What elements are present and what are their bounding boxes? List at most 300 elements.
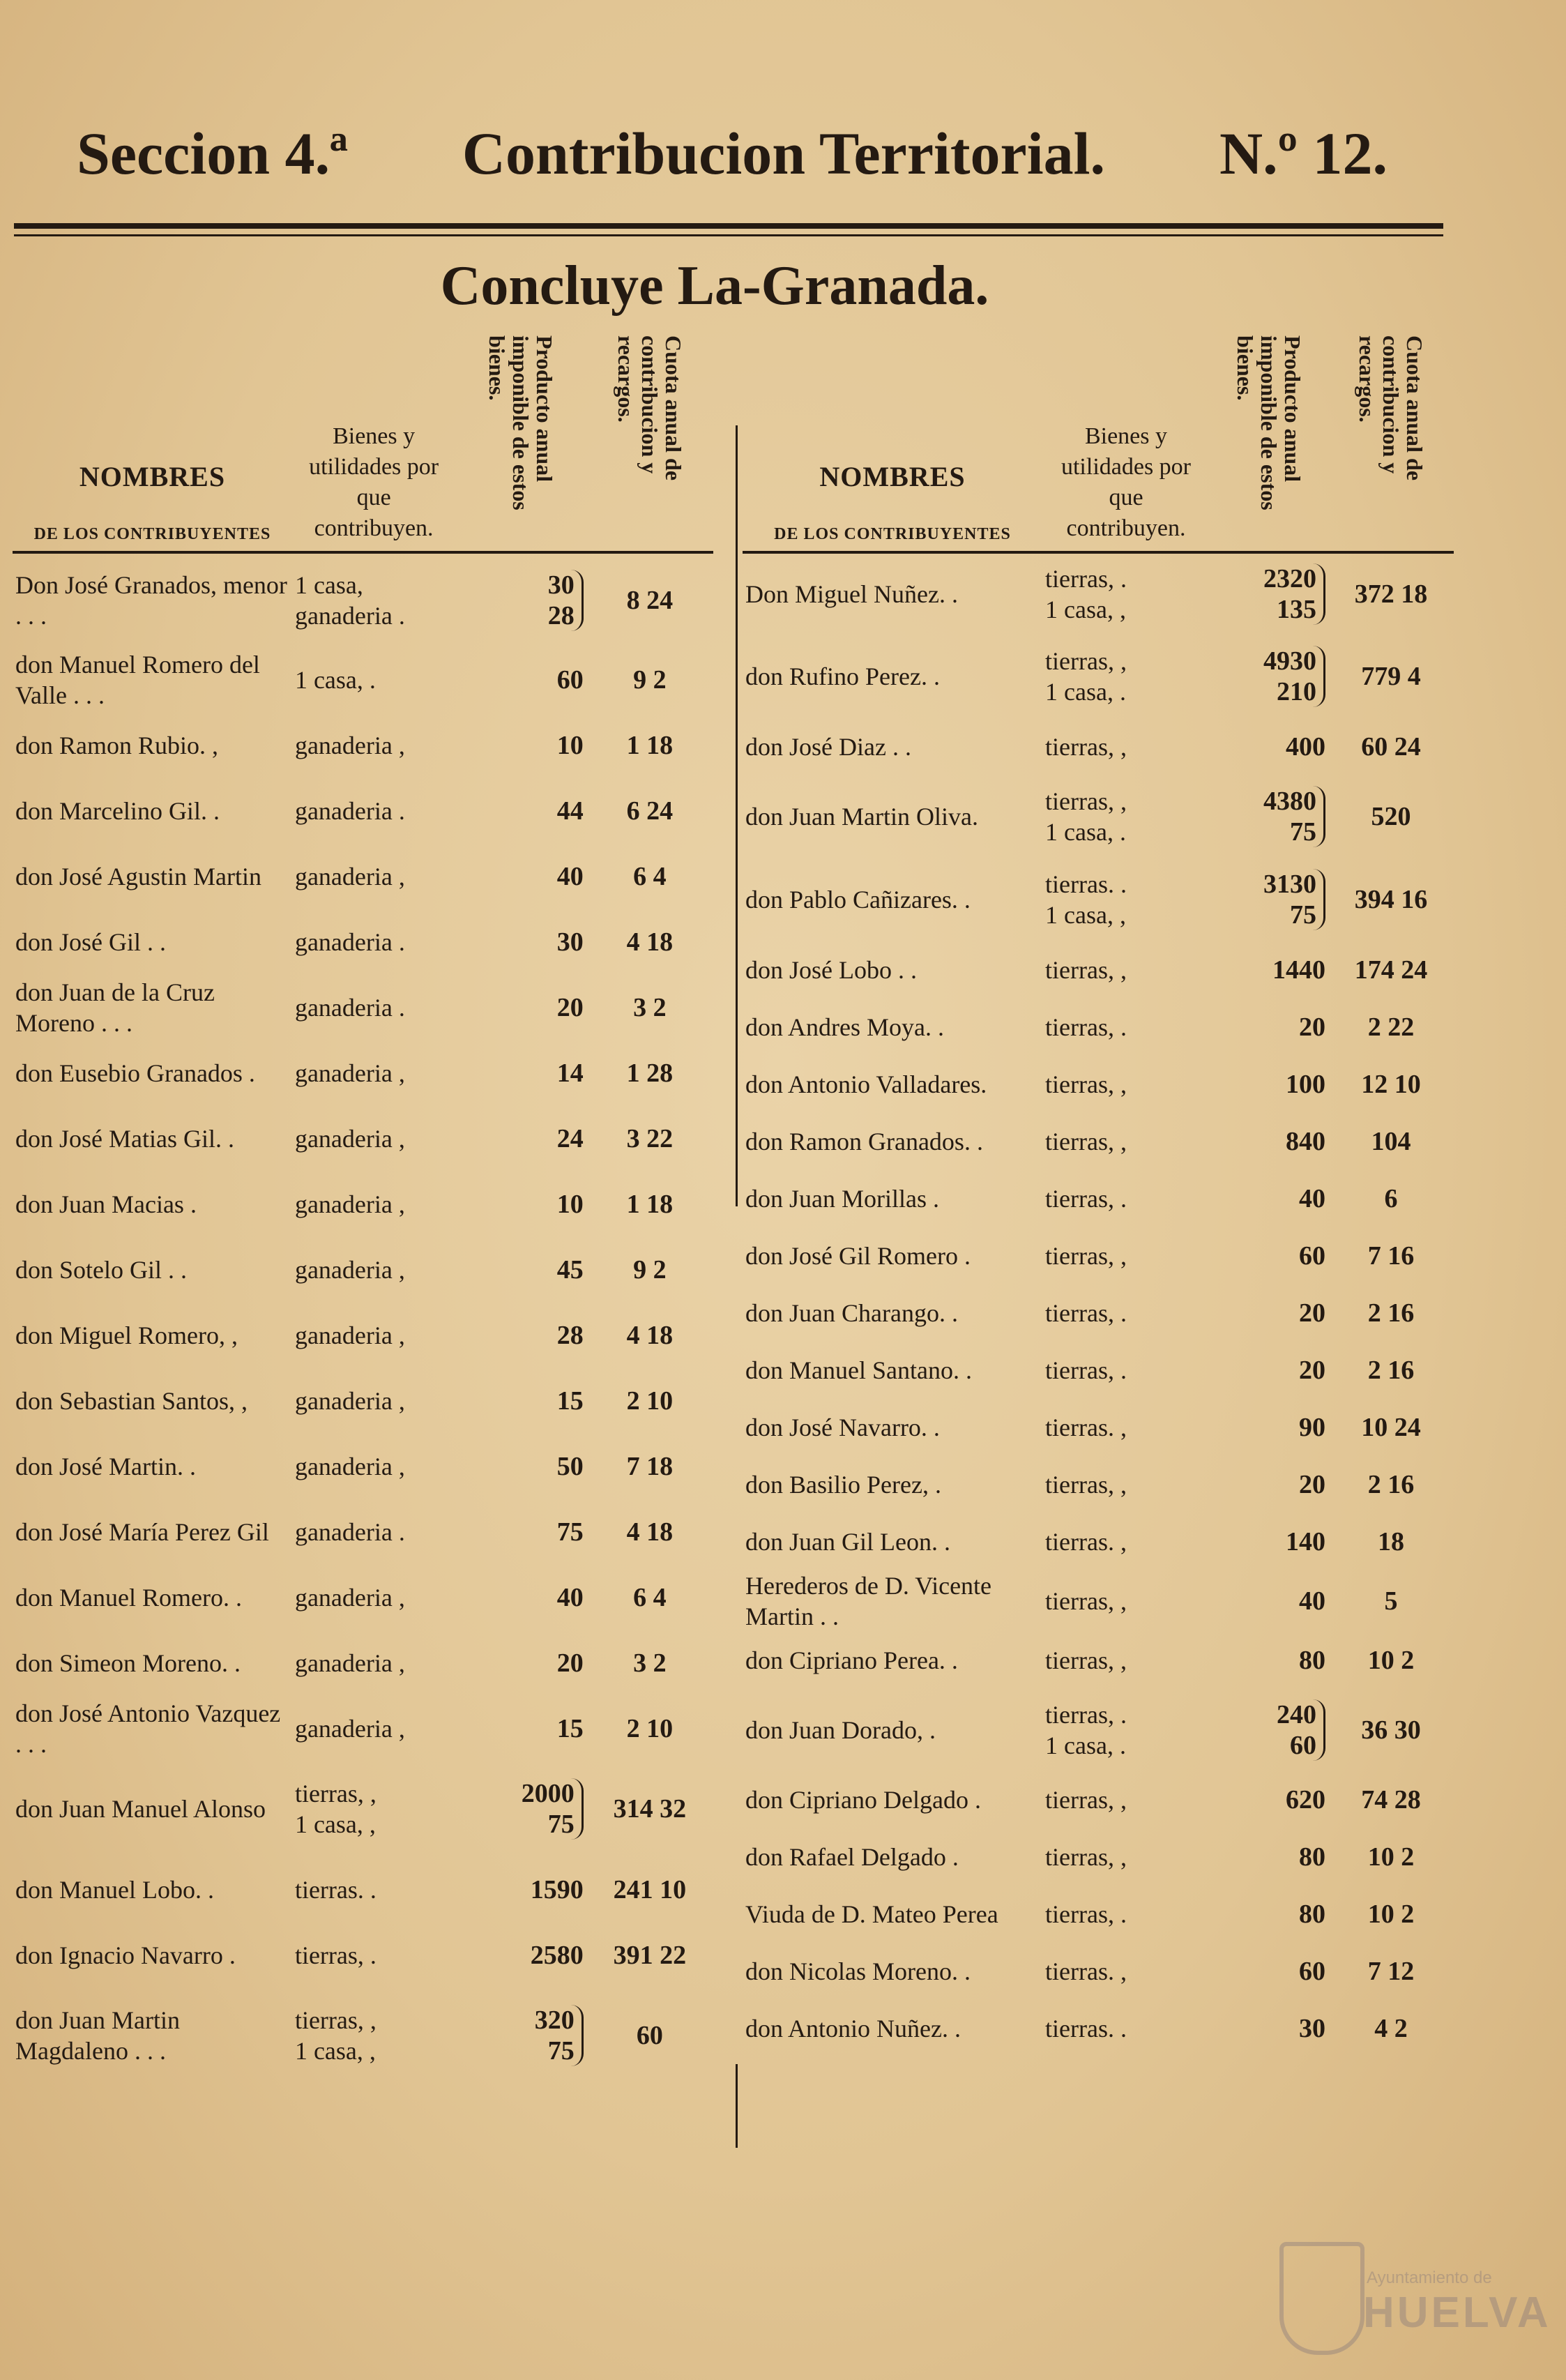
table-row [743, 1689, 1454, 1772]
header-rule [14, 223, 1443, 229]
table-row [13, 1696, 713, 1761]
table-row [743, 1943, 1454, 2000]
annual-quota: 60 [636, 2020, 663, 2050]
goods-line: 1 casa, , [294, 1810, 376, 1839]
goods-line: ganaderia . [294, 602, 405, 630]
taxable-product [1210, 1456, 1328, 1513]
taxpayer-goods [292, 1368, 455, 1434]
taxpayer-name: don Rafael Delgado . [745, 1843, 959, 1872]
taxpayer-name: don José Diaz . . [745, 732, 911, 761]
taxpayer-name: don Juan Martin Oliva. [745, 803, 978, 831]
taxable-product [455, 1696, 586, 1761]
taxpayer-table-left [13, 335, 713, 2083]
taxpayer-goods [1042, 1056, 1210, 1113]
table-row [743, 635, 1454, 718]
goods-line: tierras. , [1045, 1957, 1127, 1986]
taxable-product [1210, 941, 1328, 999]
taxpayer-name: don José Agustin Martin [15, 863, 262, 891]
taxpayer-name: don Antonio Valladares. [745, 1070, 987, 1098]
table-row [13, 1857, 713, 1923]
taxpayer-goods [292, 778, 455, 844]
annual-quota: 372 18 [1354, 579, 1428, 609]
annual-quota: 4 2 [1374, 2014, 1408, 2044]
taxpayer-goods [292, 1237, 455, 1303]
taxpayer-name: don José Navarro. . [745, 1413, 940, 1441]
watermark-line2: HUELVA [1363, 2289, 1551, 2337]
taxable-product [455, 713, 586, 778]
table-row [13, 647, 713, 713]
product-value: 40 [556, 1583, 584, 1613]
product-value: 620 [1286, 1785, 1325, 1815]
annual-quota: 4 18 [626, 927, 674, 957]
annual-quota: 10 24 [1361, 1412, 1421, 1442]
section-label: Seccion 4.ª [77, 120, 348, 187]
product-value: 2000 [521, 1779, 575, 1809]
taxpayer-name: don Ramon Granados. . [745, 1127, 983, 1155]
taxpayer-name: don Juan Martin Magdaleno . . . [15, 2006, 180, 2065]
taxable-product [1210, 1771, 1328, 1828]
taxpayer-name: don Ramon Rubio. , [15, 732, 219, 760]
taxable-product [1210, 1943, 1328, 2000]
goods-line: tierras, , [294, 2006, 377, 2034]
taxpayer-goods [292, 1761, 455, 1856]
taxpayer-name: don José Lobo . . [745, 955, 917, 984]
product-value: 24 [556, 1124, 584, 1154]
taxpayer-name: don Manuel Lobo. . [15, 1875, 214, 1904]
goods-line: ganaderia . [294, 1518, 405, 1547]
taxpayer-goods [1042, 1570, 1210, 1632]
goods-line: ganaderia , [294, 863, 405, 891]
taxable-product [455, 975, 586, 1040]
taxpayer-goods [292, 1988, 455, 2083]
goods-line: tierras, , [1045, 1586, 1127, 1615]
goods-line: 1 casa, . [1045, 678, 1126, 706]
taxable-product [1210, 1886, 1328, 1943]
goods-line: tierras, . [1045, 1356, 1127, 1384]
table-body-right [743, 552, 1454, 2057]
taxpayer-name: don Juan Dorado, . [745, 1716, 936, 1744]
table-row [13, 1237, 713, 1303]
taxable-product [455, 1761, 586, 1856]
annual-quota: 2 10 [626, 1386, 674, 1416]
taxable-product [1210, 858, 1328, 941]
taxable-product [1210, 1399, 1328, 1456]
product-value: 28 [547, 601, 575, 631]
taxpayer-goods [1042, 1632, 1210, 1689]
taxpayer-goods [292, 1923, 455, 1988]
goods-line: tierras, . [1045, 1298, 1127, 1327]
header-bienes: Bienes y utilidades por que contribuyen. [1042, 335, 1210, 552]
goods-line: tierras, , [1045, 787, 1127, 816]
goods-line: tierras, . [1045, 1900, 1127, 1929]
crest-icon [1279, 2242, 1364, 2355]
page-number: N.º 12. [1219, 120, 1388, 187]
goods-line: tierras, , [1045, 1127, 1127, 1155]
table-row [13, 713, 713, 778]
goods-line: tierras, . [1045, 1184, 1127, 1213]
column-divider [736, 425, 738, 1206]
table-row [743, 775, 1454, 858]
taxpayer-name: don José Matias Gil. . [15, 1125, 234, 1153]
annual-quota: 6 4 [633, 862, 667, 892]
taxable-product [455, 647, 586, 713]
taxpayer-goods [292, 844, 455, 909]
annual-quota: 12 10 [1361, 1069, 1421, 1099]
table-row [743, 1632, 1454, 1689]
goods-line: ganaderia , [294, 1321, 405, 1350]
column-divider-bottom [736, 2064, 738, 2148]
product-value: 50 [556, 1452, 584, 1482]
taxpayer-name: don Pablo Cañizares. . [745, 886, 971, 914]
goods-line: ganaderia , [294, 1715, 405, 1743]
product-value: 80 [1299, 1900, 1325, 1930]
taxable-product [455, 1237, 586, 1303]
annual-quota: 7 18 [626, 1452, 674, 1482]
taxable-product [455, 1857, 586, 1923]
taxpayer-name: Don José Granados, menor . . . [15, 571, 287, 630]
taxpayer-goods [292, 1106, 455, 1172]
goods-line: ganaderia . [294, 994, 405, 1022]
annual-quota: 9 2 [633, 1255, 667, 1285]
taxable-product [455, 1040, 586, 1106]
header-producto: Producto anual imponible de estos bienes. [1210, 335, 1328, 552]
annual-quota: 10 2 [1367, 1900, 1415, 1930]
taxpayer-goods [1042, 1227, 1210, 1284]
taxpayer-goods [1042, 1828, 1210, 1886]
product-value: 45 [556, 1255, 584, 1285]
annual-quota: 6 [1384, 1183, 1398, 1213]
taxpayer-name: don Juan Gil Leon. . [745, 1527, 950, 1556]
table-row [13, 909, 713, 975]
taxpayer-goods [1042, 2000, 1210, 2057]
goods-line: tierras, , [294, 1780, 377, 1808]
taxpayer-goods [292, 1172, 455, 1237]
table-header-row [743, 335, 1454, 552]
taxpayer-name: don Juan de la Cruz Moreno . . . [15, 978, 215, 1038]
goods-line: tierras, , [1045, 1646, 1127, 1674]
taxable-product [1210, 1056, 1328, 1113]
taxpayer-name: don Sotelo Gil . . [15, 1256, 188, 1284]
product-value: 60 [1299, 1957, 1325, 1987]
annual-quota: 314 32 [613, 1794, 687, 1824]
annual-quota: 2 16 [1367, 1469, 1415, 1499]
product-value: 210 [1277, 677, 1316, 707]
table-row [743, 1828, 1454, 1886]
taxpayer-name: don Eusebio Granados . [15, 1059, 255, 1088]
taxpayer-name: don Simeon Moreno. . [15, 1649, 241, 1678]
annual-quota: 391 22 [613, 1940, 687, 1970]
taxpayer-name: don José Martin. . [15, 1453, 196, 1481]
taxpayer-name: don Juan Charango. . [745, 1298, 958, 1327]
goods-line: tierras, , [1045, 1786, 1127, 1814]
taxable-product [1210, 1513, 1328, 1570]
annual-quota: 36 30 [1361, 1715, 1421, 1745]
table-row [743, 941, 1454, 999]
table-row [743, 1570, 1454, 1632]
annual-quota: 1 18 [626, 1190, 674, 1220]
table-row [13, 552, 713, 647]
annual-quota: 2 16 [1367, 1298, 1415, 1328]
header-names: NOMBRES DE LOS CONTRIBUYENTES [13, 335, 292, 552]
taxable-product [455, 1499, 586, 1565]
goods-line: tierras, , [1045, 1470, 1127, 1499]
goods-line: ganaderia , [294, 1256, 405, 1284]
annual-quota: 7 16 [1367, 1241, 1415, 1271]
header-producto: Producto anual imponible de estos bienes. [455, 335, 586, 552]
table-row [13, 975, 713, 1040]
goods-line: ganaderia , [294, 732, 405, 760]
product-value: 100 [1286, 1069, 1325, 1099]
goods-line: 1 casa, , [1045, 596, 1126, 624]
watermark-line1: Ayuntamiento de [1367, 2268, 1492, 2287]
taxpayer-name: don Juan Morillas . [745, 1184, 939, 1213]
taxpayer-goods [292, 552, 455, 647]
annual-quota: 4 18 [626, 1517, 674, 1547]
goods-line: ganaderia . [294, 928, 405, 957]
annual-quota: 394 16 [1354, 885, 1428, 915]
taxpayer-goods [292, 975, 455, 1040]
goods-line: ganaderia , [294, 1584, 405, 1612]
goods-line: tierras, . [1045, 1701, 1127, 1729]
product-value: 240 [1277, 1700, 1316, 1729]
taxpayer-goods [1042, 1342, 1210, 1399]
table-row [13, 1761, 713, 1856]
product-value: 840 [1286, 1126, 1325, 1156]
taxpayer-goods [1042, 1943, 1210, 2000]
product-value: 60 [1290, 1731, 1316, 1760]
annual-quota: 4 18 [626, 1321, 674, 1351]
table-row [743, 1399, 1454, 1456]
product-value: 1440 [1272, 955, 1325, 985]
annual-quota: 104 [1371, 1126, 1411, 1156]
goods-line: ganaderia , [294, 1190, 405, 1219]
taxpayer-name: don Nicolas Moreno. . [745, 1957, 971, 1986]
taxable-product [1210, 775, 1328, 858]
table-row [743, 858, 1454, 941]
table-row [13, 1630, 713, 1696]
product-value: 320 [534, 2005, 575, 2035]
taxpayer-goods [1042, 1456, 1210, 1513]
goods-line: tierras. , [1045, 1413, 1127, 1441]
taxpayer-goods [1042, 718, 1210, 775]
product-value: 140 [1286, 1526, 1325, 1556]
taxpayer-name: Herederos de D. Vicente Martin . . [745, 1571, 992, 1630]
taxpayer-goods [292, 713, 455, 778]
taxable-product [1210, 1342, 1328, 1399]
goods-line: tierras, , [1045, 1843, 1127, 1872]
table-row [13, 1303, 713, 1368]
header-names: NOMBRES DE LOS CONTRIBUYENTES [743, 335, 1042, 552]
taxable-product [1210, 1689, 1328, 1772]
goods-line: 1 casa, . [1045, 818, 1126, 847]
table-row [743, 1886, 1454, 1943]
product-value: 10 [556, 1190, 584, 1220]
product-value: 14 [556, 1059, 584, 1089]
goods-line: ganaderia , [294, 1649, 405, 1678]
taxpayer-name: don Sebastian Santos, , [15, 1387, 248, 1416]
taxable-product [455, 1434, 586, 1499]
taxable-product [1210, 718, 1328, 775]
table-row [13, 1988, 713, 2083]
product-value: 20 [1299, 1355, 1325, 1385]
product-value: 28 [556, 1321, 584, 1351]
goods-line: tierras. . [294, 1875, 377, 1904]
annual-quota: 3 22 [626, 1124, 674, 1154]
taxable-product [1210, 635, 1328, 718]
goods-line: ganaderia , [294, 1453, 405, 1481]
product-value: 30 [1299, 2014, 1325, 2044]
taxable-product [455, 1565, 586, 1630]
annual-quota: 10 2 [1367, 1645, 1415, 1675]
annual-quota: 520 [1371, 802, 1411, 832]
product-value: 75 [556, 1517, 584, 1547]
product-value: 40 [1299, 1183, 1325, 1213]
product-value: 75 [1290, 900, 1316, 930]
goods-line: tierras, , [1045, 647, 1127, 676]
product-value: 135 [1277, 595, 1316, 625]
archive-watermark [1279, 2242, 1551, 2360]
annual-quota: 3 2 [633, 993, 667, 1023]
taxpayer-goods [1042, 1284, 1210, 1342]
table-row [13, 1368, 713, 1434]
table-row [743, 1113, 1454, 1170]
annual-quota: 60 24 [1361, 732, 1421, 761]
page-title: Contribucion Territorial. [462, 120, 1105, 187]
goods-line: 1 casa, , [1045, 901, 1126, 930]
header-bienes: Bienes y utilidades por que contribuyen. [292, 335, 455, 552]
annual-quota: 74 28 [1361, 1785, 1421, 1815]
taxpayer-goods [1042, 1886, 1210, 1943]
product-value: 15 [556, 1714, 584, 1744]
annual-quota: 7 12 [1367, 1957, 1415, 1987]
product-value: 75 [547, 2036, 575, 2066]
taxable-product [455, 1630, 586, 1696]
product-value: 20 [1299, 1469, 1325, 1499]
taxpayer-name: don Marcelino Gil. . [15, 797, 220, 826]
goods-line: 1 casa, [294, 571, 363, 600]
product-value: 20 [556, 993, 584, 1023]
taxpayer-name: don Ignacio Navarro . [15, 1941, 236, 1969]
table-row [13, 1499, 713, 1565]
goods-line: ganaderia , [294, 1125, 405, 1153]
table-row [743, 1170, 1454, 1227]
table-row [13, 778, 713, 844]
table-row [743, 552, 1454, 635]
product-value: 40 [1299, 1586, 1325, 1616]
annual-quota: 8 24 [626, 586, 674, 616]
taxpayer-table-right [743, 335, 1454, 2057]
product-value: 44 [556, 796, 584, 826]
taxable-product [455, 1988, 586, 2083]
taxable-product [455, 778, 586, 844]
table-row [13, 1923, 713, 1988]
table-row [13, 844, 713, 909]
taxpayer-goods [1042, 1113, 1210, 1170]
product-value: 30 [556, 927, 584, 957]
taxpayer-goods [1042, 635, 1210, 718]
taxable-product [1210, 2000, 1328, 2057]
taxpayer-name: don José María Perez Gil [15, 1518, 269, 1547]
taxpayer-goods [1042, 552, 1210, 635]
table-row [743, 999, 1454, 1056]
taxpayer-name: Viuda de D. Mateo Perea [745, 1900, 998, 1929]
annual-quota: 18 [1378, 1526, 1404, 1556]
taxpayer-goods [1042, 941, 1210, 999]
annual-quota: 5 [1384, 1586, 1398, 1616]
goods-line: 1 casa, , [294, 2036, 376, 2065]
taxpayer-name: don Cipriano Perea. . [745, 1646, 958, 1674]
annual-quota: 6 4 [633, 1583, 667, 1613]
taxpayer-goods [292, 909, 455, 975]
goods-line: ganaderia , [294, 1387, 405, 1416]
taxpayer-name: don Manuel Romero. . [15, 1584, 242, 1612]
taxable-product [455, 1303, 586, 1368]
goods-line: tierras, , [1045, 955, 1127, 984]
taxpayer-name: don Juan Manuel Alonso [15, 1795, 266, 1824]
table-body-left [13, 552, 713, 2083]
table-row [13, 1172, 713, 1237]
taxpayer-goods [1042, 1399, 1210, 1456]
taxable-product [1210, 1284, 1328, 1342]
goods-line: tierras, , [1045, 732, 1127, 761]
taxpayer-goods [1042, 1170, 1210, 1227]
goods-line: tierras. . [1045, 2015, 1127, 2043]
table-row [13, 1106, 713, 1172]
product-value: 75 [547, 1810, 575, 1840]
goods-line: tierras, . [1045, 1013, 1127, 1041]
taxable-product [1210, 1632, 1328, 1689]
goods-line: tierras, , [1045, 1241, 1127, 1270]
taxpayer-goods [292, 1630, 455, 1696]
table-header-row [13, 335, 713, 552]
table-row [743, 1284, 1454, 1342]
taxpayer-name: don José Antonio Vazquez . . . [15, 1699, 281, 1759]
taxpayer-goods [1042, 1689, 1210, 1772]
product-value: 30 [547, 570, 575, 600]
goods-line: ganaderia . [294, 797, 405, 826]
taxable-product [455, 552, 586, 647]
taxpayer-name: don José Gil Romero . [745, 1241, 971, 1270]
taxable-product [455, 909, 586, 975]
taxable-product [1210, 1113, 1328, 1170]
annual-quota: 9 2 [633, 665, 667, 695]
annual-quota: 2 22 [1367, 1012, 1415, 1042]
goods-line: tierras, . [294, 1941, 377, 1969]
product-value: 400 [1286, 732, 1325, 761]
taxpayer-name: don Juan Macias . [15, 1190, 197, 1219]
taxpayer-name: Don Miguel Nuñez. . [745, 580, 958, 609]
taxpayer-name: don José Gil . . [15, 928, 166, 957]
annual-quota: 241 10 [613, 1874, 687, 1904]
goods-line: tierras, , [1045, 1070, 1127, 1098]
table-row [743, 1056, 1454, 1113]
product-value: 90 [1299, 1412, 1325, 1442]
taxpayer-goods [292, 647, 455, 713]
table-row [743, 1513, 1454, 1570]
header-cuota: Cuota anual de contribucion y recargos. [1328, 335, 1454, 552]
product-value: 75 [1290, 817, 1316, 847]
taxable-product [455, 844, 586, 909]
table-row [13, 1434, 713, 1499]
taxable-product [455, 1106, 586, 1172]
product-value: 4380 [1263, 787, 1316, 817]
goods-line: tierras, . [1045, 565, 1127, 593]
product-value: 1590 [530, 1874, 584, 1904]
table-row [743, 1456, 1454, 1513]
taxpayer-goods [292, 1303, 455, 1368]
taxpayer-name: don Manuel Santano. . [745, 1356, 972, 1384]
taxpayer-goods [1042, 1771, 1210, 1828]
